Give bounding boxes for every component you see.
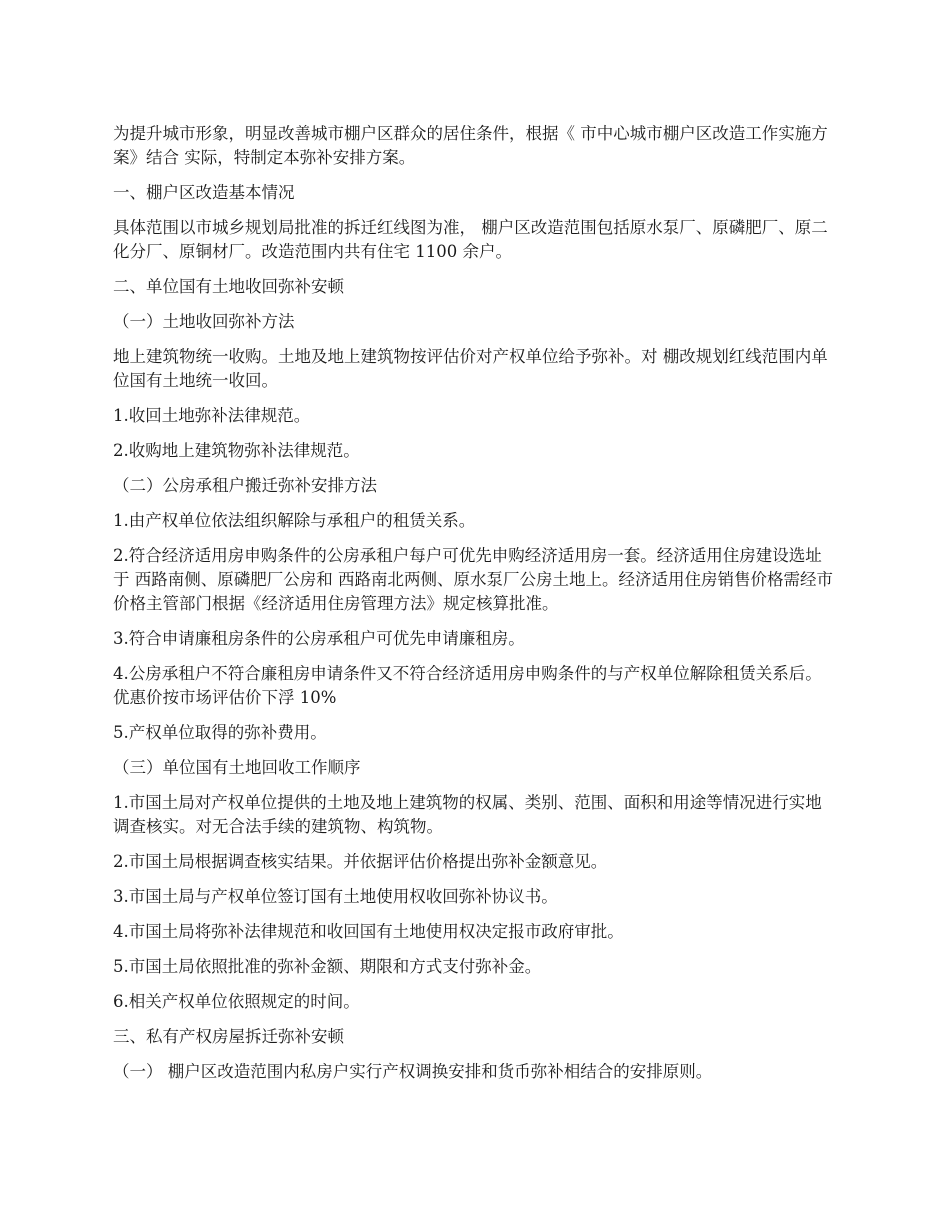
subsection-heading-2-2: （二）公房承租户搬迁弥补安排方法 <box>113 476 377 495</box>
subsection-heading-2-1: （一）土地收回弥补方法 <box>113 312 295 331</box>
subsection-heading-2-3: （三）单位国有土地回收工作顺序 <box>113 758 361 777</box>
list-item: 6.相关产权单位依照规定的时间。 <box>113 992 360 1011</box>
document-page <box>113 122 837 1095</box>
section-heading-2: 二、单位国有土地收回弥补安顿 <box>113 277 344 296</box>
paragraph-land-recovery: 地上建筑物统一收购。土地及地上建筑物按评估价对产权单位给予弥补。对 棚改规划红线范围内单位国有土地统一收回。 <box>113 347 828 390</box>
list-item: 3.符合申请廉租房条件的公房承租户可优先申请廉租房。 <box>113 629 525 648</box>
list-item: 3.市国土局与产权单位签订国有土地使用权收回弥补协议书。 <box>113 887 558 906</box>
list-item: 1.收回土地弥补法律规范。 <box>113 406 311 425</box>
section-heading-3: 三、私有产权房屋拆迁弥补安顿 <box>113 1027 344 1046</box>
list-item: 5.市国土局依照批准的弥补金额、期限和方式支付弥补金。 <box>113 957 542 976</box>
list-item: 2.市国土局根据调查核实结果。并依据评估价格提出弥补金额意见。 <box>113 852 608 871</box>
intro-paragraph: 为提升城市形象，明显改善城市棚户区群众的居住条件，根据《 市中心城市棚户区改造工作实施方案》结合 实际，特制定本弥补安排方案。 <box>113 124 828 167</box>
list-item: 4.市国土局将弥补法律规范和收回国有土地使用权决定报市政府审批。 <box>113 922 624 941</box>
list-item: 2.收购地上建筑物弥补法律规范。 <box>113 441 360 460</box>
list-item: 1.市国土局对产权单位提供的土地及地上建筑物的权属、类别、范围、面积和用途等情况进行实地调查核实。对无合法手续的建筑物、构筑物。 <box>113 793 822 836</box>
section-heading-1: 一、棚户区改造基本情况 <box>113 183 295 202</box>
list-item: 5.产权单位取得的弥补费用。 <box>113 723 327 742</box>
subsection-heading-3-1: （一） 棚户区改造范围内私房户实行产权调换安排和货币弥补相结合的安排原则。 <box>113 1062 713 1081</box>
list-item: 1.由产权单位依法组织解除与承租户的租赁关系。 <box>113 511 476 530</box>
list-item: 4.公房承租户不符合廉租房申请条件又不符合经济适用房申购条件的与产权单位解除租赁关系后。优惠价按市场评估价下浮 10% <box>113 664 822 707</box>
list-item: 2.符合经济适用房申购条件的公房承租户每户可优先申购经济适用房一套。经济适用住房建设选址于 西路南侧、原磷肥厂公房和 西路南北两侧、原水泵厂公房土地上。经济适用住房销售价格需经市价格主管部门根据《经济适用住房管理方法》规定核算批准。 <box>113 546 833 613</box>
paragraph-scope: 具体范围以市城乡规划局批准的拆迁红线图为准， 棚户区改造范围包括原水泵厂、原磷肥厂、原二化分厂、原铜材厂。改造范围内共有住宅 1100 余户。 <box>113 218 828 261</box>
